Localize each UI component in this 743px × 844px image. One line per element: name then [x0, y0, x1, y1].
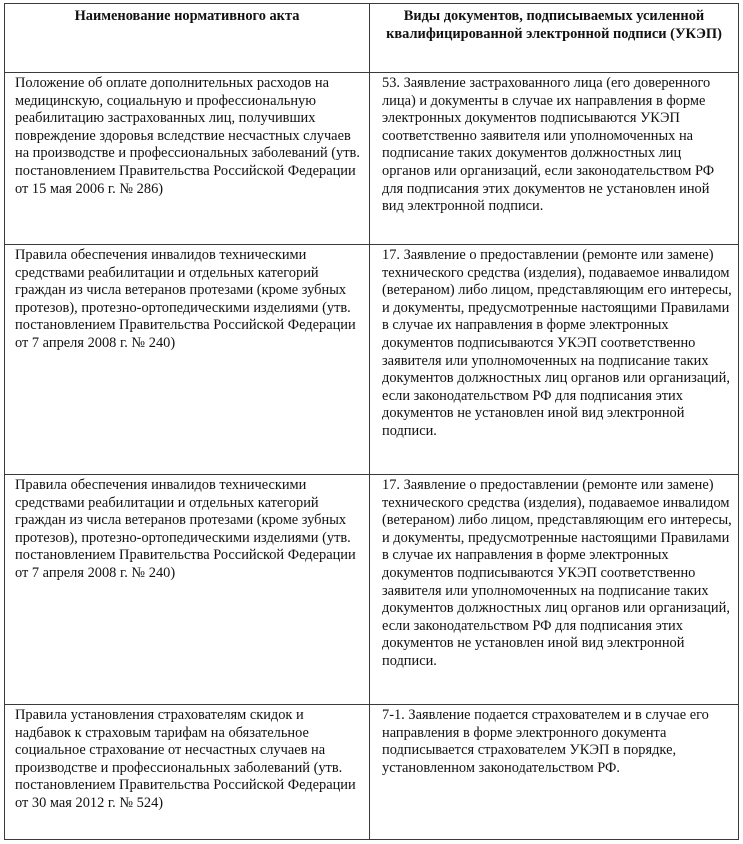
documents-cell — [370, 73, 739, 245]
documents-text: 17. Заявление о предоставлении (ремонте или замене) технического средства (изделия), подаваемое инвалидом (ветераном) либо лицом, представляющим его интересы, и документы, предусмотренные настоящими Правилами в случае их направления в форме электронных документов подписываются УКЭП соответственно заявителя или уполномоченных на подписание таких документов должностных лиц органов или организаций, если законодательством РФ для подписания этих документов не установлен иной вид электронной подписи. — [382, 247, 732, 439]
documents-cell — [370, 245, 739, 475]
regulations-table — [4, 3, 739, 840]
table-row — [5, 475, 739, 705]
table-row — [5, 245, 739, 475]
documents-text: 53. Заявление застрахованного лица (его доверенного лица) и документы в случае их направления в форме электронных документов подписываются УКЭП соответственно заявителя или уполномоченных на подписание таких документов должностных лиц органов или организаций, если законодательством РФ для подписания этих документов не установлен иной вид электронной подписи. — [382, 75, 715, 215]
act-cell — [5, 475, 370, 705]
header-document-types — [370, 4, 739, 73]
act-cell — [5, 705, 370, 840]
documents-cell — [370, 705, 739, 840]
act-text: Положение об оплате дополнительных расходов на медицинскую, социальную и профессиональную реабилитацию застрахованных лиц, получивших повреждение здоровья вследствие несчастных случаев на производстве и профессиональных заболеваний (утв. постановлением Правительства Российской Федерации от 15 мая 2006 г. № 286) — [15, 75, 360, 197]
table-header-row — [5, 4, 739, 73]
documents-text: 7-1. Заявление подается страхователем и в случае его направления в форме электронного документа подписывается страхователем УКЭП в порядке, установленном законодательством РФ. — [382, 707, 709, 776]
act-cell — [5, 245, 370, 475]
header-document-types-label: Виды документов, подписываемых усиленной квалифицированной электронной подписи (УКЭП) — [386, 8, 722, 42]
act-cell — [5, 73, 370, 245]
header-act-name-label: Наименование нормативного акта — [74, 8, 300, 24]
act-text: Правила установления страхователям скидок и надбавок к страховым тарифам на обязательное социальное страхование от несчастных случаев на производстве и профессиональных заболеваний (утв. постановлением Правительства Российской Федерации от 30 мая 2012 г. № 524) — [15, 707, 356, 811]
table-row — [5, 705, 739, 840]
table-row — [5, 73, 739, 245]
act-text: Правила обеспечения инвалидов техническими средствами реабилитации и отдельных категорий граждан из числа ветеранов протезами (кроме зубных протезов), протезно-ортопедическими изделиями (утв. постановлением Правительства Российской Федерации от 7 апреля 2008 г. № 240) — [15, 247, 356, 351]
act-text: Правила обеспечения инвалидов техническими средствами реабилитации и отдельных категорий граждан из числа ветеранов протезами (кроме зубных протезов), протезно-ортопедическими изделиями (утв. постановлением Правительства Российской Федерации от 7 апреля 2008 г. № 240) — [15, 477, 356, 581]
documents-text: 17. Заявление о предоставлении (ремонте или замене) технического средства (изделия), подаваемое инвалидом (ветераном) либо лицом, представляющим его интересы, и документы, предусмотренные настоящими Правилами в случае их направления в форме электронных документов подписываются УКЭП соответственно заявителя или уполномоченных на подписание таких документов должностных лиц органов или организаций, если законодательством РФ для подписания этих документов не установлен иной вид электронной подписи. — [382, 477, 732, 669]
header-act-name — [5, 4, 370, 73]
documents-cell — [370, 475, 739, 705]
